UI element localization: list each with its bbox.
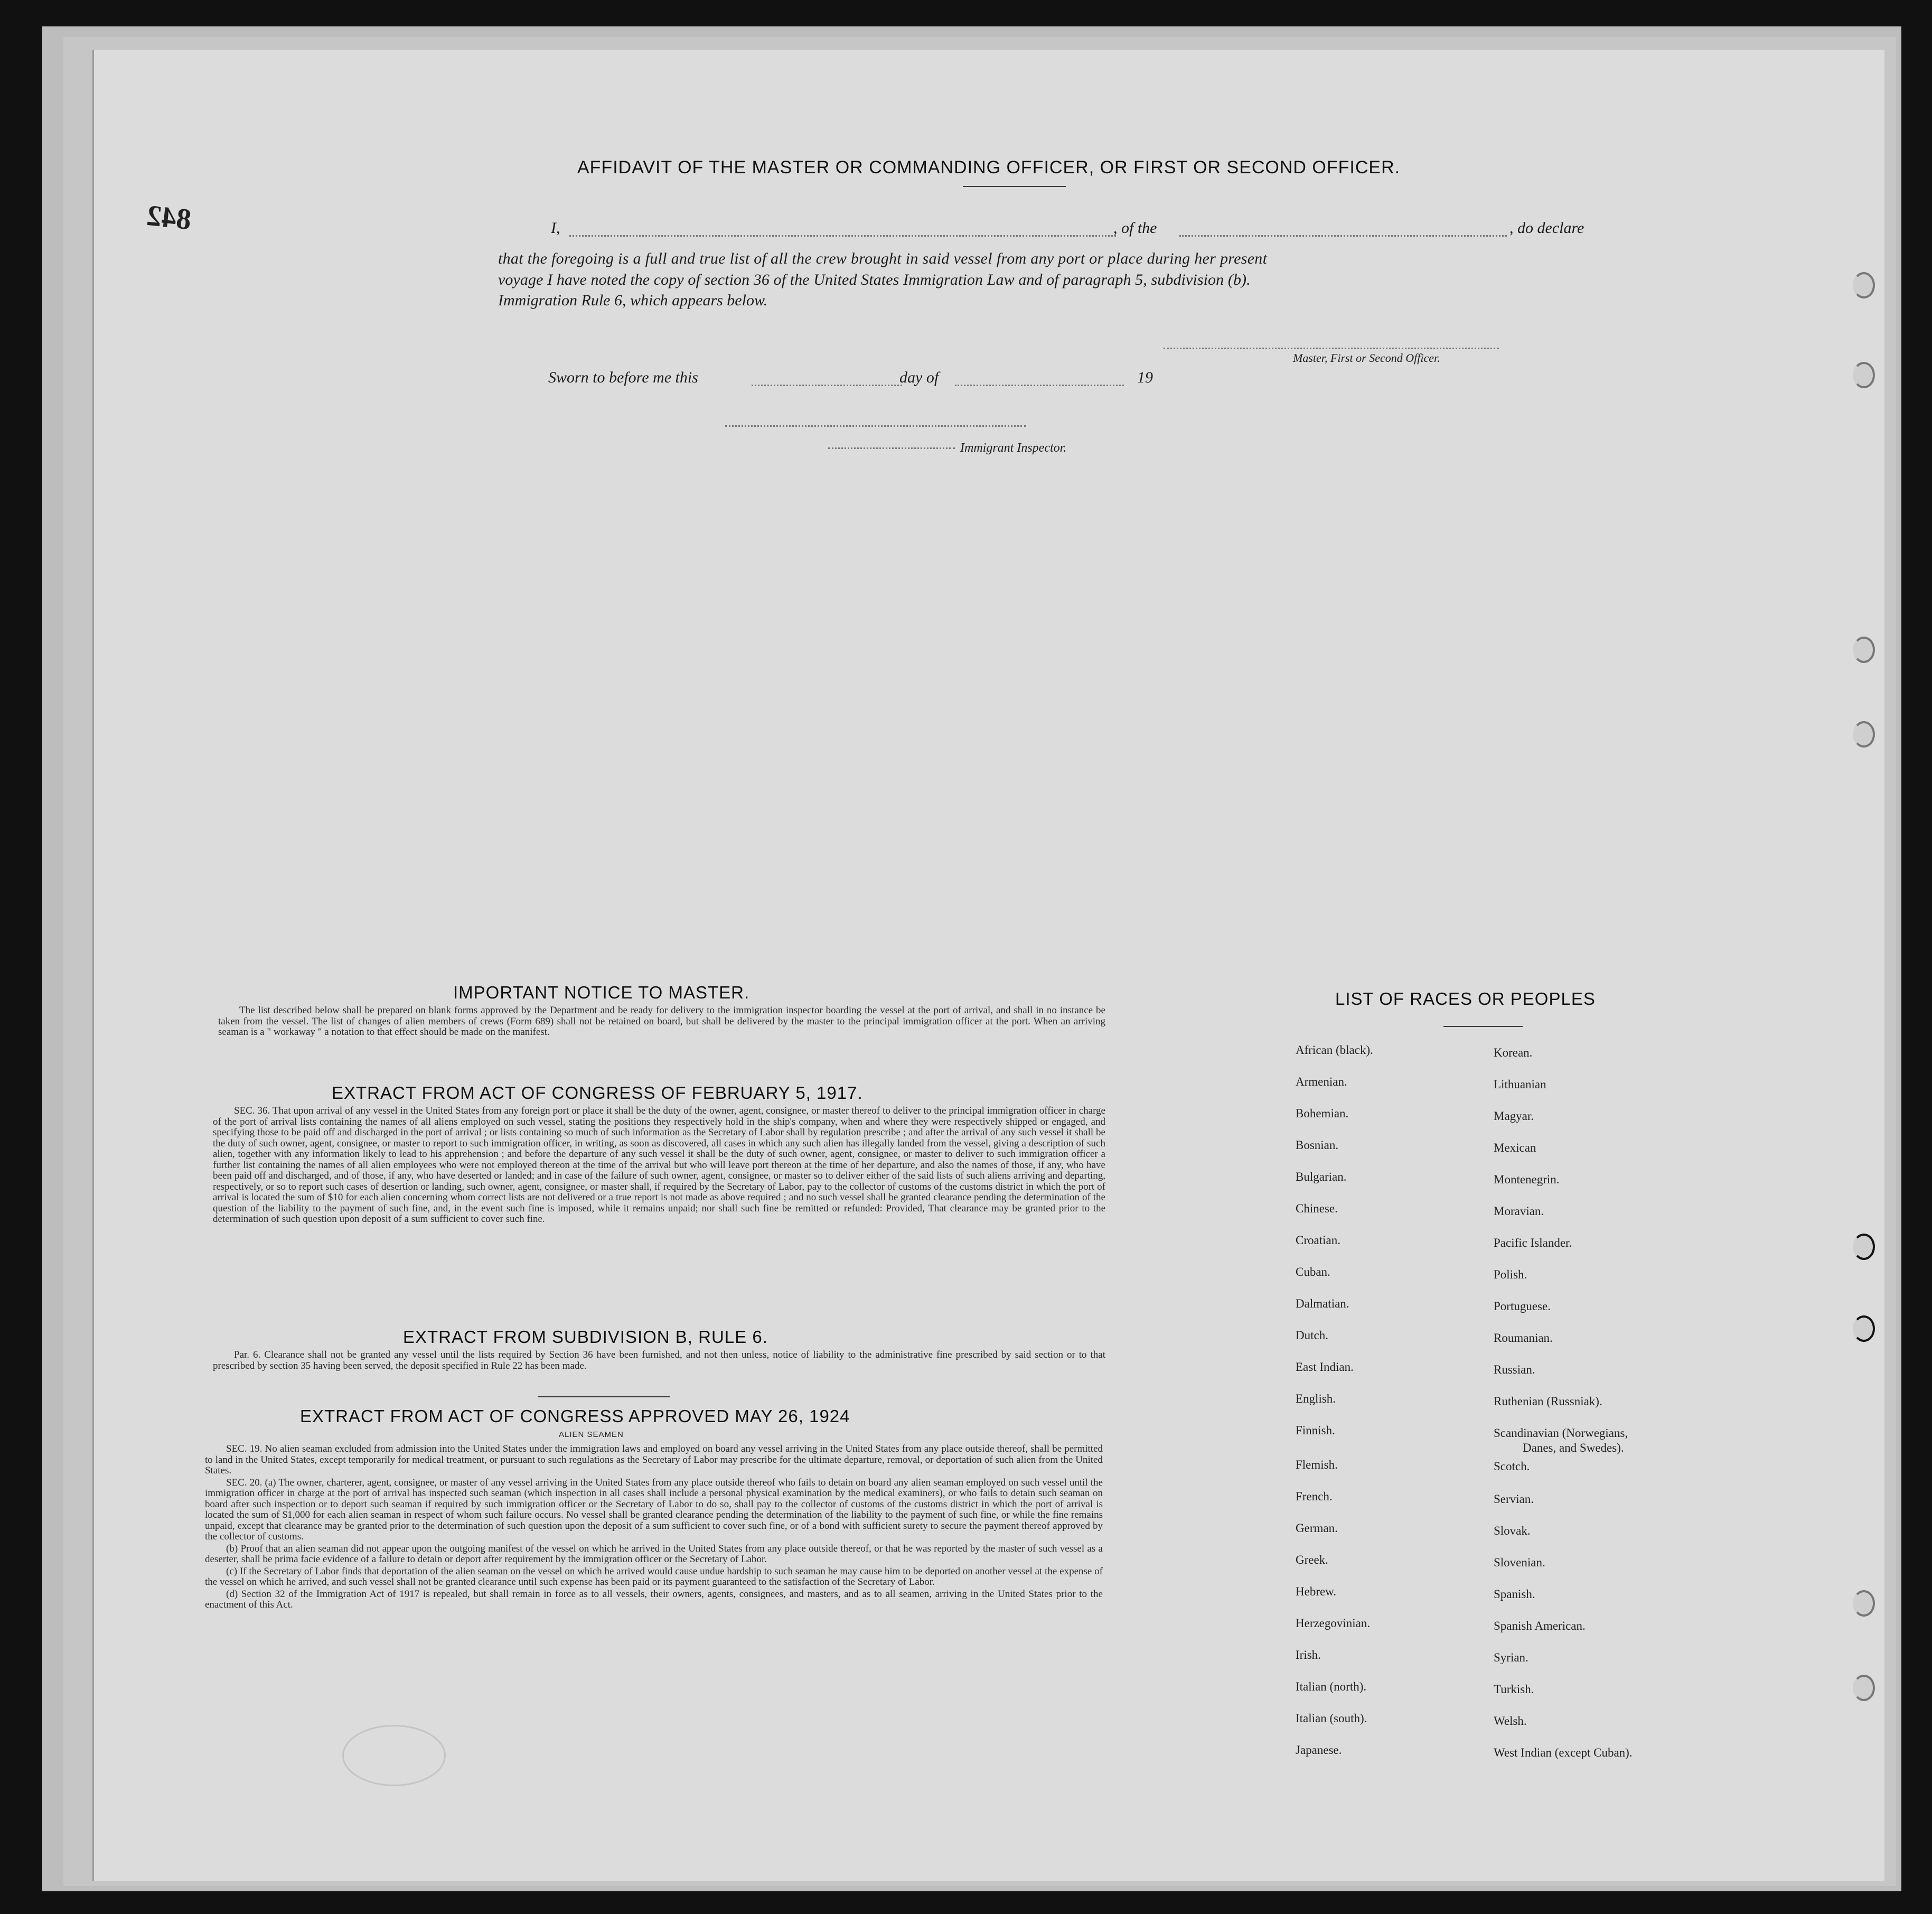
extract-1917-text: SEC. 36. That upon arrival of any vessel in the United States from any foreign port or place it shall be the duty of the owner, agent, consignee, or master thereof to deliver to the principal immigration officer in charge of the port of arrival lists containing the names of all aliens employed on such vessel, stating the positions they respectively hold in the ship's company, when and where they were respectively shipped or engaged, and specifying those to be paid off and discharged in the port of arrival ; or lists containing so much of such information as the Secretary of Labor shall by regulation prescribe ; and after the arrival of any such vessel it shall be the duty of such owner, agent, consignee, or master to report to such immigration officer, in writing, as soon as discovered, all cases in which any such alien has illegally landed from the vessel, giving a description of such alien, together with any information likely to lead to his apprehension ; and before the departure of any such vessel it shall be the duty of such owner, agent, consignee, or master to deliver to such immigration officer a further list containing the names of all alien employees who were not employed thereon at the time of the arrival but who will leave port thereon at the time of her departure, and also the names of those, if any, who have been paid off and discharged, and of those, if any, who have deserted or landed; and in case of the failure of such owner, agent, consignee, or master so to deliver either of the said lists of such aliens arriving and departing, respectively, or so to report such cases of desertion or landing, such owner, agent, consignee, or master shall, if required by the Secretary of Labor, pay to the collector of customs of the customs district in which the port of arrival is located the sum of $10 for each alien concerning whom correct lists are not delivered or a true report is not made as above required ; and no such vessel shall be granted clearance pending the determination of the question of the liability to the payment of such fine, and, in the event such fine is imposed, while it remains unpaid; nor shall such fine be remitted or refunded: Provided, That clearance may be granted prior to the determination of such question upon deposit of a sum sufficient to cover such fine. (213, 1105, 1105, 1225)
extract-1924-title: EXTRACT FROM ACT OF CONGRESS APPROVED MAY 26, 1924 (300, 1406, 850, 1426)
race-item: Dutch. (1296, 1329, 1328, 1342)
race-item: Turkish. (1494, 1683, 1534, 1696)
race-item: Chinese. (1296, 1202, 1338, 1215)
race-item: Pacific Islander. (1494, 1236, 1572, 1249)
race-item: Korean. (1494, 1046, 1533, 1059)
extract-rule6-title: EXTRACT FROM SUBDIVISION B, RULE 6. (403, 1327, 768, 1347)
divider (538, 1396, 670, 1397)
race-item: Danes, and Swedes). (1523, 1441, 1624, 1454)
race-item: Italian (south). (1296, 1712, 1367, 1725)
declarant-name-field[interactable] (569, 235, 1116, 237)
punch-hole (1853, 272, 1875, 298)
race-item: Ruthenian (Russniak). (1494, 1395, 1602, 1408)
divider (1443, 1026, 1523, 1027)
punch-hole (1853, 1590, 1875, 1617)
race-item: French. (1296, 1490, 1333, 1503)
punch-hole (1853, 1234, 1875, 1260)
race-item: Armenian. (1296, 1075, 1347, 1088)
race-item: Slovenian. (1494, 1556, 1545, 1569)
section-19-paragraph: SEC. 19. No alien seaman excluded from admission into the United States under the immigration laws and employed on board any vessel arriving in the United States from any place outside thereof, shall be permitted to land in the United States, except temporarily for medical treatment, or pursuant to such regulations as the Secretary of Labor may prescribe for the ultimate departure, removal, or deportation of such alien from the United States. (205, 1443, 1103, 1476)
do-declare-label: , do declare (1509, 219, 1584, 237)
faint-stamp (342, 1725, 446, 1786)
inspector-caption: Immigrant Inspector. (960, 441, 1067, 455)
race-item: Japanese. (1296, 1743, 1342, 1757)
race-item: Spanish. (1494, 1588, 1535, 1601)
notice-title: IMPORTANT NOTICE TO MASTER. (453, 983, 750, 1002)
master-signature-caption: Master, First or Second Officer. (1293, 351, 1440, 365)
punch-hole (1853, 1315, 1875, 1342)
race-item: Roumanian. (1494, 1331, 1553, 1345)
race-item: Italian (north). (1296, 1680, 1367, 1693)
inspector-signature-line[interactable] (725, 425, 1026, 427)
race-item: Montenegrin. (1494, 1173, 1560, 1186)
race-item: Scandinavian (Norwegians, (1494, 1426, 1628, 1440)
race-item: East Indian. (1296, 1360, 1354, 1374)
race-item: African (black). (1296, 1043, 1373, 1057)
race-item: Dalmatian. (1296, 1297, 1349, 1310)
punch-hole (1853, 362, 1875, 388)
punch-hole (1853, 721, 1875, 748)
extract-1924-text (205, 1444, 1103, 1612)
inspector-name-field[interactable] (828, 447, 955, 449)
sworn-day-field[interactable] (752, 385, 902, 386)
race-item: Herzegovinian. (1296, 1617, 1371, 1630)
race-item: Portuguese. (1494, 1300, 1551, 1313)
affidavit-text-line: voyage I have noted the copy of section 36 of the United States Immigration Law and of paragraph 5, subdivision (b). (498, 271, 1251, 288)
sworn-label: Sworn to before me this (548, 369, 698, 386)
affidavit-title: AFFIDAVIT OF THE MASTER OR COMMANDING OFFICER, OR FIRST OR SECOND OFFICER. (577, 157, 1401, 178)
year-label: 19 (1137, 369, 1153, 386)
sworn-month-field[interactable] (955, 385, 1124, 386)
race-item: Welsh. (1494, 1714, 1527, 1728)
races-title: LIST OF RACES OR PEOPLES (1335, 989, 1596, 1009)
section-20a-paragraph: SEC. 20. (a) The owner, charterer, agent, consignee, or master of any vessel arriving in the United States from any place outside thereof who fails to detain on board any alien seaman employed on such vessel until the immigration officer in charge at the port of arrival has inspected such seaman (which inspection in all cases shall include a personal physical examination by the medical examiners), or who fails to detain such seaman on board after such inspection or to deport such seaman if required by such immigration officer or the Secretary of Labor to do so, shall pay to the collector of customs of the customs district in which the port of arrival is located the sum of $1,000 for each alien seaman in respect of whom such failure occurs. No vessel shall be granted clearance pending the determination of the liability to the payment of such fine, or while the fine remains unpaid, except that clearance may be granted prior to the determination of such question upon the deposit of a sum sufficient to cover such fine, or of a bond with sufficient surety to secure the payment thereof approved by the collector of customs. (205, 1477, 1103, 1542)
race-item: Magyar. (1494, 1109, 1534, 1123)
race-item: Slovak. (1494, 1524, 1531, 1537)
section-20b-paragraph: (b) Proof that an alien seaman did not appear upon the outgoing manifest of the vessel on which he arrived in the United States from any place outside thereof, or that he was reported by the master of such vessel as a deserter, shall be prima facie evidence of a failure to detain or deport after requirement by the immigration officer or the Secretary of Labor. (205, 1543, 1103, 1565)
notice-text: The list described below shall be prepared on blank forms approved by the Department and be ready for delivery to the immigration inspector boarding the vessel at the port of arrival, and shall in no instance be taken from the vessel. The list of changes of alien members of crews (Form 689) shall not be retained on board, but shall be delivered by the master to the principal immigration officer at the port. When an arriving seaman is a " workaway " a notation to that effect should be made on the manifest. (218, 1005, 1105, 1038)
day-of-label: day of (899, 369, 939, 386)
race-item: Flemish. (1296, 1458, 1338, 1471)
race-item: Hebrew. (1296, 1585, 1337, 1598)
race-item: Bulgarian. (1296, 1170, 1347, 1183)
section-20d-paragraph: (d) Section 32 of the Immigration Act of 1917 is repealed, but shall remain in force as to all vessels, their owners, agents, consignees, and masters, and as to all seamen, arriving in the United States prior to the enactment of this Act. (205, 1588, 1103, 1610)
punch-hole (1853, 1675, 1875, 1701)
divider (963, 186, 1066, 187)
race-item: Finnish. (1296, 1424, 1335, 1437)
handwritten-number: 842 (145, 199, 193, 237)
form-sheet (92, 50, 1884, 1881)
race-item: Cuban. (1296, 1265, 1330, 1278)
extract-rule6-text: Par. 6. Clearance shall not be granted any vessel until the lists required by Section 36 have been furnished, and not then unless, notice of liability to the administrative fine prescribed by said section or to that prescribed by section 35 having been served, the deposit specified in Rule 22 has been made. (213, 1349, 1105, 1371)
race-item: Lithuanian (1494, 1078, 1546, 1091)
master-signature-field[interactable] (1164, 348, 1499, 349)
of-the-label: , of the (1113, 219, 1157, 237)
race-item: Scotch. (1494, 1460, 1530, 1473)
race-item: Greek. (1296, 1553, 1328, 1566)
section-20c-paragraph: (c) If the Secretary of Labor finds that deportation of the alien seaman on the vessel on which he arrived would cause undue hardship to such seaman he may cause him to be deported on another vessel at the expense of the vessel on which he arrived, and such vessel shall not be granted clearance until such expense has been paid or its payment guaranteed to the satisfaction of the Secretary of Labor. (205, 1565, 1103, 1588)
punch-hole (1853, 637, 1875, 663)
extract-1924-subtitle: ALIEN SEAMEN (559, 1430, 624, 1439)
affidavit-text-line: Immigration Rule 6, which appears below. (498, 292, 768, 309)
race-item: English. (1296, 1392, 1336, 1405)
race-item: Bosnian. (1296, 1138, 1339, 1152)
race-item: Servian. (1494, 1492, 1534, 1506)
race-item: Irish. (1296, 1648, 1321, 1661)
race-item: West Indian (except Cuban). (1494, 1746, 1633, 1759)
affidavit-i-label: I, (551, 219, 560, 237)
vessel-name-field[interactable] (1179, 235, 1507, 237)
race-item: Spanish American. (1494, 1619, 1586, 1632)
race-item: Russian. (1494, 1363, 1535, 1376)
race-item: Bohemian. (1296, 1107, 1349, 1120)
race-item: Moravian. (1494, 1205, 1544, 1218)
race-item: German. (1296, 1521, 1338, 1535)
race-item: Croatian. (1296, 1234, 1340, 1247)
extract-1917-title: EXTRACT FROM ACT OF CONGRESS OF FEBRUARY 5, 1917. (332, 1083, 863, 1103)
race-item: Polish. (1494, 1268, 1527, 1281)
race-item: Mexican (1494, 1141, 1536, 1154)
affidavit-text-line: that the foregoing is a full and true list of all the crew brought in said vessel from any port or place during her present (498, 250, 1268, 267)
race-item: Syrian. (1494, 1651, 1528, 1664)
